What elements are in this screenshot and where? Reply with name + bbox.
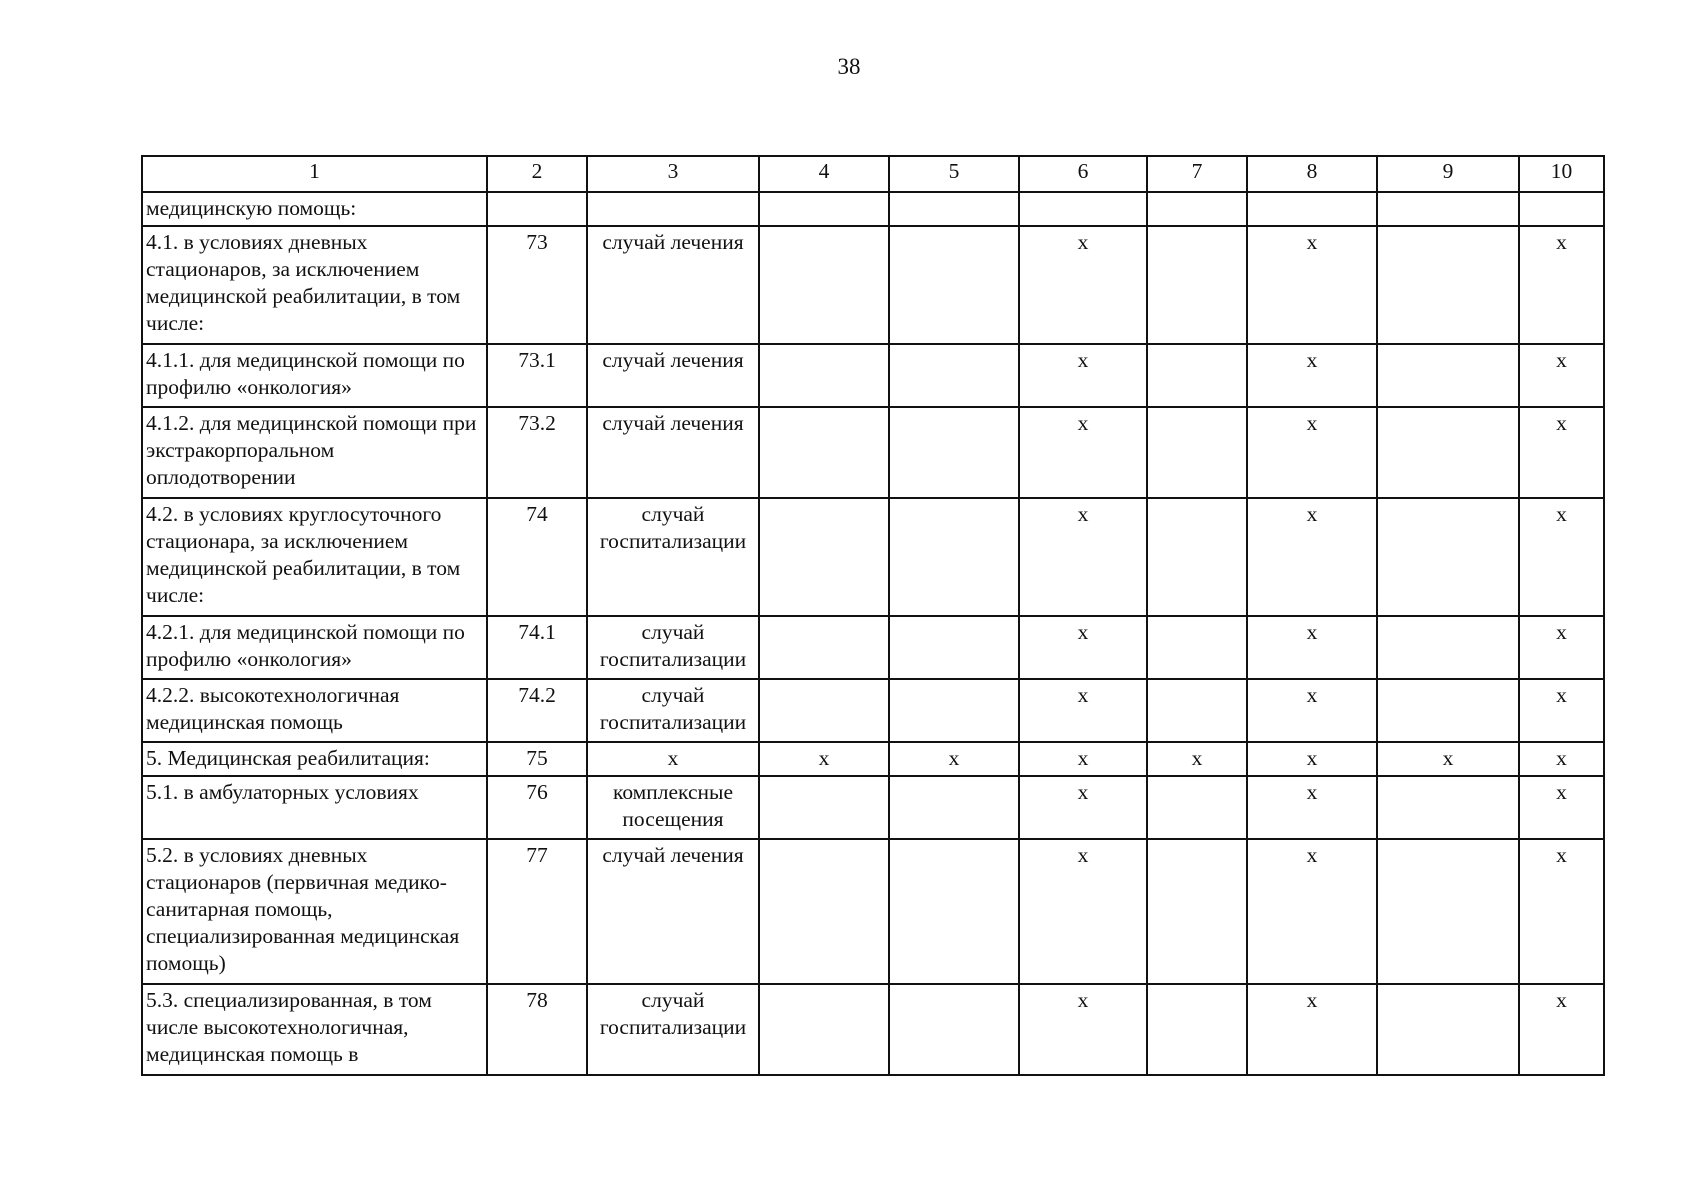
row-col4-cell [759,226,889,344]
row-name-cell: медицинскую помощь: [142,192,487,226]
row-col8-cell [1247,192,1377,226]
header-cell-4: 4 [759,156,889,192]
row-code-cell [487,192,587,226]
header-cell-5: 5 [889,156,1019,192]
row-col8-cell: х [1247,344,1377,407]
row-code-cell: 75 [487,742,587,776]
row-col8-cell: х [1247,984,1377,1075]
row-col9-cell [1377,616,1519,679]
row-col10-cell: х [1519,407,1604,498]
row-col7-cell [1147,679,1247,742]
row-col6-cell: х [1019,616,1147,679]
row-col5-cell [889,839,1019,984]
row-col8-cell: х [1247,226,1377,344]
header-cell-1: 1 [142,156,487,192]
row-col5-cell [889,776,1019,839]
row-col5-cell [889,984,1019,1075]
row-col6-cell: х [1019,776,1147,839]
data-table [141,155,1605,1076]
row-code-cell: 74.1 [487,616,587,679]
row-col5-cell [889,344,1019,407]
row-col9-cell [1377,839,1519,984]
row-col6-cell: х [1019,742,1147,776]
header-cell-8: 8 [1247,156,1377,192]
row-code-cell: 76 [487,776,587,839]
row-code-cell: 73.2 [487,407,587,498]
row-col8-cell: х [1247,679,1377,742]
row-unit-cell [587,192,759,226]
row-unit-cell: случай госпитализации [587,498,759,616]
row-unit-cell: случай госпитализации [587,616,759,679]
row-code-cell: 74 [487,498,587,616]
row-col9-cell [1377,498,1519,616]
row-unit-cell: случай лечения [587,344,759,407]
row-name-cell: 4.1.2. для медицинской помощи при экстракорпоральном оплодотворении [142,407,487,498]
row-col8-cell: х [1247,616,1377,679]
row-unit-cell: комплексные посещения [587,776,759,839]
row-col10-cell: х [1519,839,1604,984]
row-col4-cell [759,498,889,616]
row-col7-cell [1147,776,1247,839]
row-col10-cell: х [1519,984,1604,1075]
table-row [142,742,1604,776]
row-col5-cell [889,192,1019,226]
row-name-cell: 5.1. в амбулаторных условиях [142,776,487,839]
table-row [142,679,1604,742]
row-col6-cell: х [1019,839,1147,984]
row-name-cell: 4.1. в условиях дневных стационаров, за исключением медицинской реабилитации, в том числе: [142,226,487,344]
table-row [142,226,1604,344]
row-col10-cell: х [1519,498,1604,616]
row-col7-cell [1147,192,1247,226]
row-col10-cell: х [1519,679,1604,742]
row-col5-cell [889,679,1019,742]
row-col7-cell [1147,984,1247,1075]
table-row [142,192,1604,226]
row-col10-cell: х [1519,776,1604,839]
row-code-cell: 78 [487,984,587,1075]
row-col4-cell [759,616,889,679]
header-cell-7: 7 [1147,156,1247,192]
row-col5-cell [889,226,1019,344]
row-col10-cell: х [1519,226,1604,344]
row-col4-cell [759,192,889,226]
row-col7-cell [1147,407,1247,498]
row-col4-cell [759,679,889,742]
table-row [142,407,1604,498]
row-name-cell: 5.3. специализированная, в том числе высокотехнологичная, медицинская помощь в [142,984,487,1075]
row-col6-cell: х [1019,226,1147,344]
row-unit-cell: случай госпитализации [587,679,759,742]
row-col4-cell [759,839,889,984]
row-col9-cell [1377,407,1519,498]
row-col4-cell [759,984,889,1075]
row-col8-cell: х [1247,407,1377,498]
header-cell-9: 9 [1377,156,1519,192]
row-col10-cell [1519,192,1604,226]
row-col7-cell [1147,616,1247,679]
row-col10-cell: х [1519,742,1604,776]
row-col4-cell: х [759,742,889,776]
header-cell-2: 2 [487,156,587,192]
row-unit-cell: случай лечения [587,839,759,984]
row-col6-cell [1019,192,1147,226]
row-unit-cell: случай госпитализации [587,984,759,1075]
row-col5-cell [889,407,1019,498]
row-col7-cell [1147,226,1247,344]
row-col7-cell [1147,839,1247,984]
header-cell-3: 3 [587,156,759,192]
row-name-cell: 4.2.2. высокотехнологичная медицинская помощь [142,679,487,742]
row-col5-cell [889,498,1019,616]
row-unit-cell: х [587,742,759,776]
row-col9-cell: х [1377,742,1519,776]
row-col4-cell [759,776,889,839]
row-name-cell: 4.2. в условиях круглосуточного стационара, за исключением медицинской реабилитации, в том числе: [142,498,487,616]
row-name-cell: 5.2. в условиях дневных стационаров (первичная медико-санитарная помощь, специализированная медицинская помощь) [142,839,487,984]
row-col8-cell: х [1247,839,1377,984]
row-col8-cell: х [1247,742,1377,776]
row-unit-cell: случай лечения [587,407,759,498]
row-unit-cell: случай лечения [587,226,759,344]
row-col6-cell: х [1019,407,1147,498]
row-col7-cell: х [1147,742,1247,776]
table-row [142,344,1604,407]
row-col7-cell [1147,344,1247,407]
row-col4-cell [759,344,889,407]
row-code-cell: 73 [487,226,587,344]
row-col9-cell [1377,776,1519,839]
table-row [142,839,1604,984]
row-col5-cell: х [889,742,1019,776]
row-col8-cell: х [1247,776,1377,839]
table-row [142,616,1604,679]
header-cell-10: 10 [1519,156,1604,192]
row-col9-cell [1377,984,1519,1075]
row-col7-cell [1147,498,1247,616]
row-code-cell: 73.1 [487,344,587,407]
row-col6-cell: х [1019,984,1147,1075]
row-col6-cell: х [1019,498,1147,616]
row-name-cell: 5. Медицинская реабилитация: [142,742,487,776]
row-col9-cell [1377,679,1519,742]
table-row [142,498,1604,616]
row-col5-cell [889,616,1019,679]
row-name-cell: 4.2.1. для медицинской помощи по профилю «онкология» [142,616,487,679]
row-name-cell: 4.1.1. для медицинской помощи по профилю «онкология» [142,344,487,407]
table-row [142,776,1604,839]
row-code-cell: 74.2 [487,679,587,742]
header-cell-6: 6 [1019,156,1147,192]
table-row [142,984,1604,1075]
row-col10-cell: х [1519,344,1604,407]
row-code-cell: 77 [487,839,587,984]
row-col4-cell [759,407,889,498]
row-col6-cell: х [1019,344,1147,407]
row-col10-cell: х [1519,616,1604,679]
page-number: 38 [837,54,861,79]
row-col6-cell: х [1019,679,1147,742]
row-col8-cell: х [1247,498,1377,616]
row-col9-cell [1377,192,1519,226]
header-row [142,156,1604,192]
row-col9-cell [1377,226,1519,344]
row-col9-cell [1377,344,1519,407]
